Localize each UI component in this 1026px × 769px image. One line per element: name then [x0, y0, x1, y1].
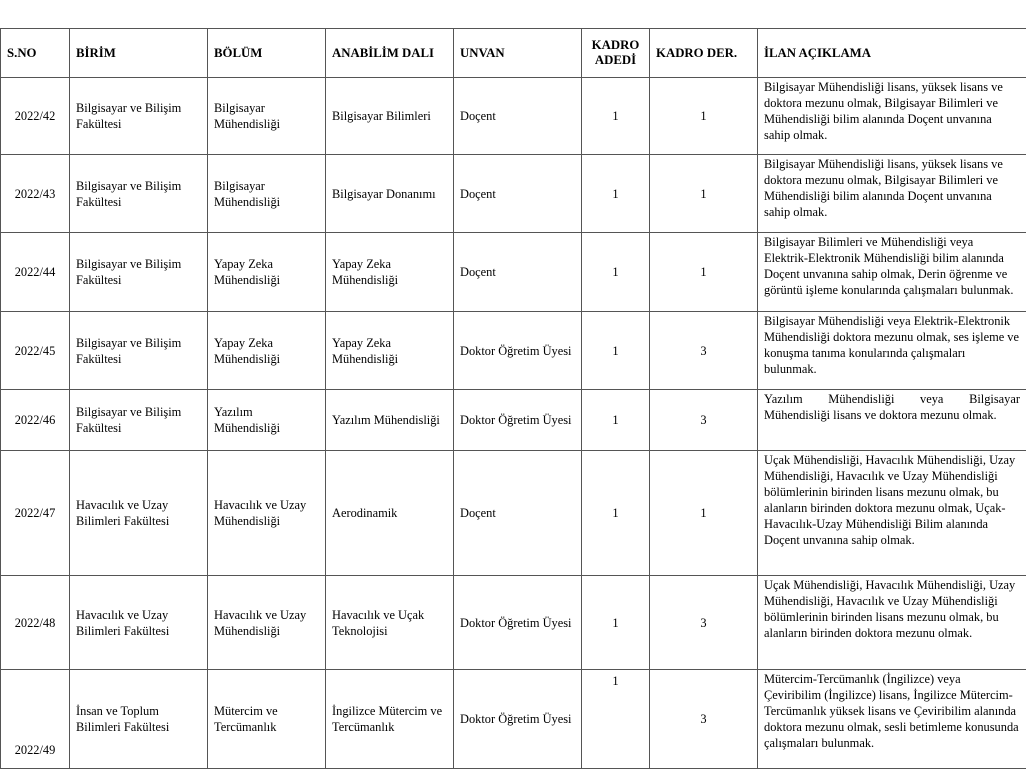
- cell-kadro-adedi: 1: [582, 78, 650, 155]
- cell-kadro-der: 3: [650, 576, 758, 670]
- cell-birim: Bilgisayar ve Bilişim Fakültesi: [70, 155, 208, 233]
- cell-sno: 2022/43: [1, 155, 70, 233]
- cell-kadro-adedi: 1: [582, 390, 650, 451]
- cell-ilan: Bilgisayar Bilimleri ve Mühendisliği veya Elektrik-Elektronik Mühendisliği bilim alanında Doçent unvanına sahip olmak, Derin öğrenme ve görüntü işleme konularında çalışmaları bulunmak.: [758, 233, 1026, 312]
- table-header-row: [1, 29, 1026, 78]
- table-row: [1, 390, 1026, 451]
- staff-positions-table: [0, 28, 1026, 769]
- cell-kadro-der: 1: [650, 451, 758, 576]
- cell-birim: İnsan ve Toplum Bilimleri Fakültesi: [70, 670, 208, 769]
- cell-kadro-der: 1: [650, 155, 758, 233]
- table-row: [1, 233, 1026, 312]
- cell-unvan: Doktor Öğretim Üyesi: [454, 312, 582, 390]
- col-header-kadro-adedi-line1: KADRO: [592, 38, 640, 52]
- cell-bolum: Mütercim ve Tercümanlık: [208, 670, 326, 769]
- cell-bolum: Havacılık ve Uzay Mühendisliği: [208, 576, 326, 670]
- cell-ilan: Uçak Mühendisliği, Havacılık Mühendisliği, Uzay Mühendisliği, Havacılık ve Uzay Mühendisliği bölümlerinin birinden lisans mezunu olmak, bu alanların birinden doktora mezunu olmak.: [758, 576, 1026, 670]
- cell-sno: 2022/48: [1, 576, 70, 670]
- job-listing-sheet: [0, 28, 1026, 769]
- table-row: [1, 576, 1026, 670]
- cell-kadro-der: 1: [650, 78, 758, 155]
- cell-birim: Havacılık ve Uzay Bilimleri Fakültesi: [70, 451, 208, 576]
- col-header-kadro-der: KADRO DER.: [650, 29, 758, 78]
- cell-sno: 2022/46: [1, 390, 70, 451]
- cell-ilan: Uçak Mühendisliği, Havacılık Mühendisliği, Uzay Mühendisliği, Havacılık ve Uzay Mühendisliği bölümlerinin birinden lisans mezunu olmak, bu alanların birinden doktora mezunu olmak, Uçak-Havacılık-Uzay Mühendisliği Bilim alanında Doçent unvanına sahip olmak.: [758, 451, 1026, 576]
- cell-unvan: Doktor Öğretim Üyesi: [454, 390, 582, 451]
- cell-anabilim: Aerodinamik: [326, 451, 454, 576]
- cell-unvan: Doktor Öğretim Üyesi: [454, 576, 582, 670]
- cell-bolum: Yazılım Mühendisliği: [208, 390, 326, 451]
- cell-ilan: Bilgisayar Mühendisliği lisans, yüksek lisans ve doktora mezunu olmak, Bilgisayar Bilimleri ve Mühendisliği bilim alanında Doçent unvanına sahip olmak.: [758, 155, 1026, 233]
- table-row: [1, 312, 1026, 390]
- col-header-unvan: UNVAN: [454, 29, 582, 78]
- cell-sno: 2022/44: [1, 233, 70, 312]
- cell-birim: Bilgisayar ve Bilişim Fakültesi: [70, 312, 208, 390]
- cell-anabilim: Bilgisayar Donanımı: [326, 155, 454, 233]
- cell-birim: Bilgisayar ve Bilişim Fakültesi: [70, 78, 208, 155]
- cell-anabilim: Yazılım Mühendisliği: [326, 390, 454, 451]
- cell-bolum: Yapay Zeka Mühendisliği: [208, 312, 326, 390]
- cell-bolum: Bilgisayar Mühendisliği: [208, 155, 326, 233]
- cell-kadro-der: 3: [650, 390, 758, 451]
- cell-unvan: Doktor Öğretim Üyesi: [454, 670, 582, 769]
- cell-birim: Havacılık ve Uzay Bilimleri Fakültesi: [70, 576, 208, 670]
- cell-ilan: Bilgisayar Mühendisliği lisans, yüksek lisans ve doktora mezunu olmak, Bilgisayar Bilimleri ve Mühendisliği bilim alanında Doçent unvanına sahip olmak.: [758, 78, 1026, 155]
- cell-anabilim: Yapay Zeka Mühendisliği: [326, 312, 454, 390]
- cell-ilan: Yazılım Mühendisliği veya Bilgisayar Mühendisliği lisans ve doktora mezunu olmak.: [758, 390, 1026, 451]
- cell-anabilim: Havacılık ve Uçak Teknolojisi: [326, 576, 454, 670]
- cell-sno: 2022/42: [1, 78, 70, 155]
- cell-kadro-adedi: 1: [582, 155, 650, 233]
- cell-kadro-adedi: 1: [582, 233, 650, 312]
- cell-birim: Bilgisayar ve Bilişim Fakültesi: [70, 233, 208, 312]
- cell-bolum: Bilgisayar Mühendisliği: [208, 78, 326, 155]
- col-header-kadro-adedi-line2: ADEDİ: [595, 53, 636, 67]
- col-header-sno: S.NO: [1, 29, 70, 78]
- table-row: [1, 670, 1026, 769]
- cell-kadro-der: 3: [650, 312, 758, 390]
- cell-ilan: Mütercim-Tercümanlık (İngilizce) veya Çeviribilim (İngilizce) lisans, İngilizce Mütercim-Tercümanlık yüksek lisans ve Çeviribilim alanında doktora mezunu olmak, sesli betimleme konusunda çalışmaları bulunmak.: [758, 670, 1026, 769]
- cell-ilan: Bilgisayar Mühendisliği veya Elektrik-Elektronik Mühendisliği doktora mezunu olmak, ses işleme ve konuşma tanıma konularında çalışmaları bulunmak.: [758, 312, 1026, 390]
- col-header-birim: BİRİM: [70, 29, 208, 78]
- cell-unvan: Doçent: [454, 78, 582, 155]
- cell-kadro-der: 3: [650, 670, 758, 769]
- cell-kadro-adedi: 1: [582, 312, 650, 390]
- cell-bolum: Havacılık ve Uzay Mühendisliği: [208, 451, 326, 576]
- cell-sno: 2022/45: [1, 312, 70, 390]
- cell-anabilim: Yapay Zeka Mühendisliği: [326, 233, 454, 312]
- cell-sno: 2022/47: [1, 451, 70, 576]
- table-row: [1, 451, 1026, 576]
- col-header-ilan: İLAN AÇIKLAMA: [758, 29, 1026, 78]
- cell-birim: Bilgisayar ve Bilişim Fakültesi: [70, 390, 208, 451]
- cell-kadro-adedi: 1: [582, 451, 650, 576]
- cell-unvan: Doçent: [454, 233, 582, 312]
- cell-kadro-adedi: 1: [582, 670, 650, 769]
- col-header-kadro-adedi: [582, 29, 650, 78]
- cell-kadro-der: 1: [650, 233, 758, 312]
- cell-unvan: Doçent: [454, 155, 582, 233]
- table-row: [1, 155, 1026, 233]
- cell-bolum: Yapay Zeka Mühendisliği: [208, 233, 326, 312]
- cell-sno: 2022/49: [1, 670, 70, 769]
- col-header-bolum: BÖLÜM: [208, 29, 326, 78]
- cell-kadro-adedi: 1: [582, 576, 650, 670]
- col-header-anabilim: ANABİLİM DALI: [326, 29, 454, 78]
- cell-anabilim: Bilgisayar Bilimleri: [326, 78, 454, 155]
- cell-anabilim: İngilizce Mütercim ve Tercümanlık: [326, 670, 454, 769]
- table-row: [1, 78, 1026, 155]
- cell-unvan: Doçent: [454, 451, 582, 576]
